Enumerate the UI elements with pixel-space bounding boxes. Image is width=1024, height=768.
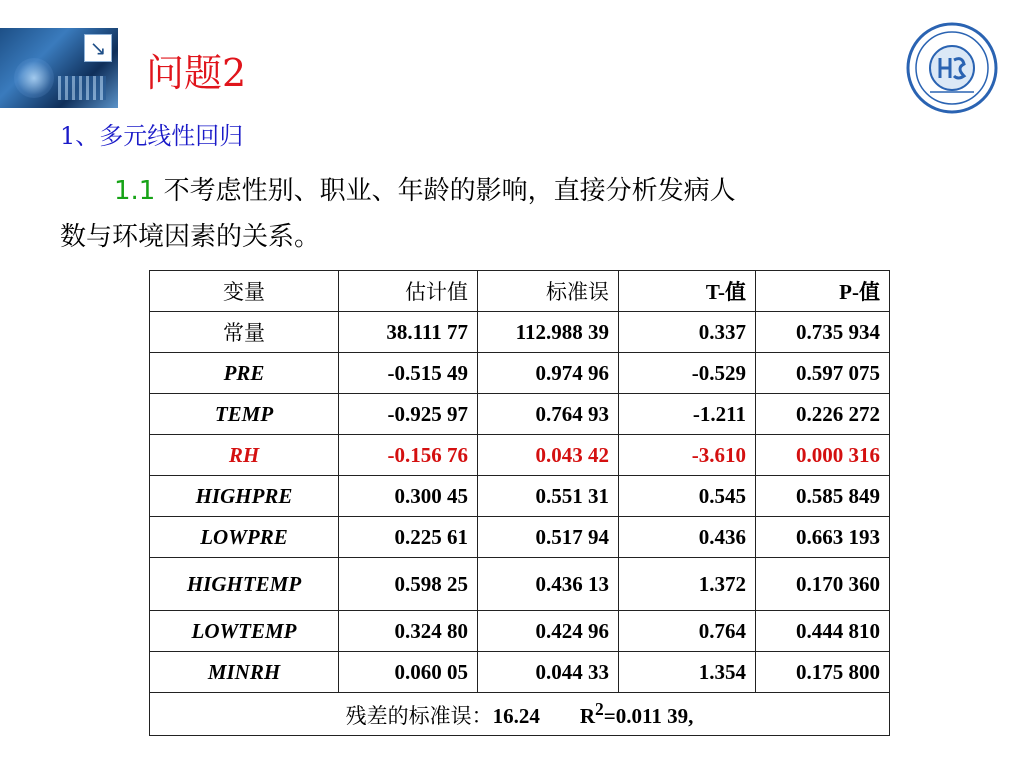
intro-paragraph (60, 168, 960, 260)
row-variable: LOWPRE (150, 517, 339, 558)
row-std-error: 0.764 93 (478, 394, 619, 435)
table-row (150, 611, 890, 652)
footer-r2-value: =0.011 39, (603, 703, 694, 728)
header-variable: 变量 (150, 271, 339, 312)
page-title: 问题2 (146, 51, 247, 95)
row-std-error: 0.043 42 (478, 435, 619, 476)
table-header-row (150, 271, 890, 312)
header-p-value: P-值 (756, 271, 890, 312)
table-row (150, 353, 890, 394)
row-estimate: -0.156 76 (339, 435, 478, 476)
row-p-value: 0.000 316 (756, 435, 890, 476)
row-t-value: 1.372 (619, 558, 756, 611)
header-estimate: 估计值 (339, 271, 478, 312)
row-t-value: -3.610 (619, 435, 756, 476)
row-estimate: 38.111 77 (339, 312, 478, 353)
row-std-error: 0.517 94 (478, 517, 619, 558)
table-row (150, 394, 890, 435)
row-estimate: 0.060 05 (339, 652, 478, 693)
table-footer-row (150, 693, 890, 736)
arrow-icon: ↘ (84, 34, 112, 62)
row-variable: PRE (150, 353, 339, 394)
footer-resid-se: 16.24 (492, 703, 540, 728)
row-std-error: 0.044 33 (478, 652, 619, 693)
row-t-value: 1.354 (619, 652, 756, 693)
table-row (150, 476, 890, 517)
header-std-error: 标准误 (478, 271, 619, 312)
university-logo (906, 22, 998, 114)
row-estimate: 0.225 61 (339, 517, 478, 558)
table-row (150, 312, 890, 353)
row-p-value: 0.597 075 (756, 353, 890, 394)
table-row-highlighted (150, 435, 890, 476)
footer-r2-sup: 2 (595, 698, 604, 719)
regression-table (149, 270, 890, 736)
row-p-value: 0.585 849 (756, 476, 890, 517)
row-variable: RH (150, 435, 339, 476)
footer-label: 残差的标准误： (345, 703, 493, 728)
decorative-banner-image (0, 28, 118, 108)
row-estimate: 0.300 45 (339, 476, 478, 517)
row-t-value: -0.529 (619, 353, 756, 394)
row-estimate: 0.598 25 (339, 558, 478, 611)
row-t-value: 0.545 (619, 476, 756, 517)
banner-glow (14, 58, 54, 98)
row-estimate: 0.324 80 (339, 611, 478, 652)
intro-line-2: 数与环境因素的关系。 (60, 222, 321, 252)
row-p-value: 0.444 810 (756, 611, 890, 652)
table-row (150, 558, 890, 611)
banner-circuit (58, 76, 106, 100)
section-heading: 1、多元线性回归 (60, 122, 244, 150)
row-variable: MINRH (150, 652, 339, 693)
row-t-value: 0.436 (619, 517, 756, 558)
row-std-error: 0.436 13 (478, 558, 619, 611)
row-variable: 常量 (150, 312, 339, 353)
intro-number: 1.1 (114, 176, 156, 206)
footer-r2-prefix: R (579, 703, 596, 728)
row-estimate: -0.925 97 (339, 394, 478, 435)
row-std-error: 0.424 96 (478, 611, 619, 652)
row-p-value: 0.226 272 (756, 394, 890, 435)
row-t-value: 0.764 (619, 611, 756, 652)
row-p-value: 0.170 360 (756, 558, 890, 611)
row-p-value: 0.175 800 (756, 652, 890, 693)
row-std-error: 112.988 39 (478, 312, 619, 353)
row-t-value: -1.211 (619, 394, 756, 435)
table-row (150, 517, 890, 558)
row-variable: HIGHPRE (150, 476, 339, 517)
row-std-error: 0.974 96 (478, 353, 619, 394)
row-std-error: 0.551 31 (478, 476, 619, 517)
table-row (150, 652, 890, 693)
row-variable: HIGHTEMP (150, 558, 339, 611)
intro-text: 不考虑性别、职业、年龄的影响，直接分析发病人 (163, 176, 736, 206)
table-footer (150, 693, 890, 736)
header-t-value: T-值 (619, 271, 756, 312)
row-variable: TEMP (150, 394, 339, 435)
row-p-value: 0.735 934 (756, 312, 890, 353)
row-p-value: 0.663 193 (756, 517, 890, 558)
row-t-value: 0.337 (619, 312, 756, 353)
intro-line-1 (60, 168, 960, 214)
row-variable: LOWTEMP (150, 611, 339, 652)
row-estimate: -0.515 49 (339, 353, 478, 394)
